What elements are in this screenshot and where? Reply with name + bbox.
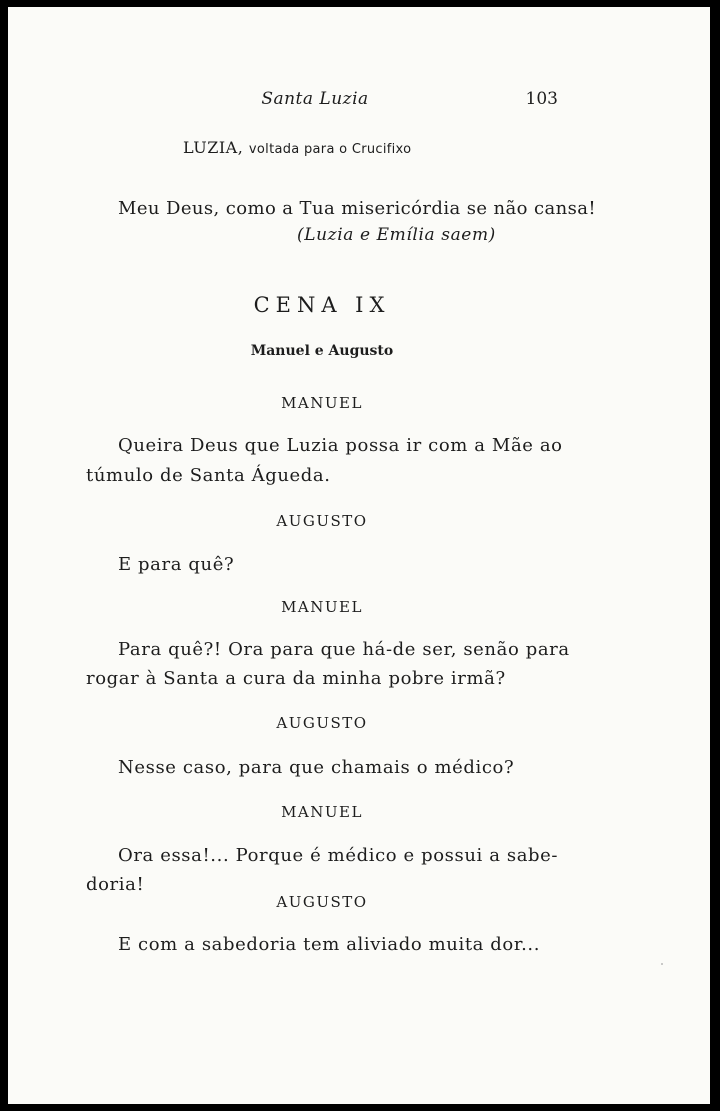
page-content xyxy=(8,7,710,1104)
book-page xyxy=(8,7,710,1104)
speaker-name: MANUEL xyxy=(281,803,363,821)
scene-characters: Manuel e Augusto xyxy=(250,343,394,359)
speech-line: Queira Deus que Luzia possa ir com a Mãe ao xyxy=(118,435,563,456)
page-number: 103 xyxy=(525,89,558,109)
speech-line: doria! xyxy=(86,874,145,895)
opening-speaker: LUZIA, xyxy=(183,138,244,157)
speaker-name: AUGUSTO xyxy=(276,893,368,911)
speech-line: E para quê? xyxy=(118,554,235,575)
speech-line: Nesse caso, para que chamais o médico? xyxy=(118,757,515,778)
paper-speck xyxy=(661,963,663,965)
speech-line: Ora essa!... Porque é médico e possui a sabe- xyxy=(118,845,559,866)
speaker-name: AUGUSTO xyxy=(276,714,368,732)
speaker-name: AUGUSTO xyxy=(276,512,368,530)
exit-stage-direction: (Luzia e Emília saem) xyxy=(297,225,496,245)
speaker-name: MANUEL xyxy=(281,598,363,616)
opening-speaker-line xyxy=(183,138,411,157)
opening-stage-direction: voltada para o Crucifixo xyxy=(248,142,412,157)
speaker-name: MANUEL xyxy=(281,394,363,412)
opening-speech: Meu Deus, como a Tua misericórdia se não cansa! xyxy=(118,198,597,219)
speech-line: E com a sabedoria tem aliviado muita dor... xyxy=(118,934,541,955)
speech-line: túmulo de Santa Águeda. xyxy=(86,465,331,486)
speech-line: Para quê?! Ora para que há-de ser, senão para xyxy=(118,639,570,660)
running-title: Santa Luzia xyxy=(261,89,369,109)
scene-heading: CENA IX xyxy=(253,293,391,317)
speech-line: rogar à Santa a cura da minha pobre irmã? xyxy=(86,668,506,689)
